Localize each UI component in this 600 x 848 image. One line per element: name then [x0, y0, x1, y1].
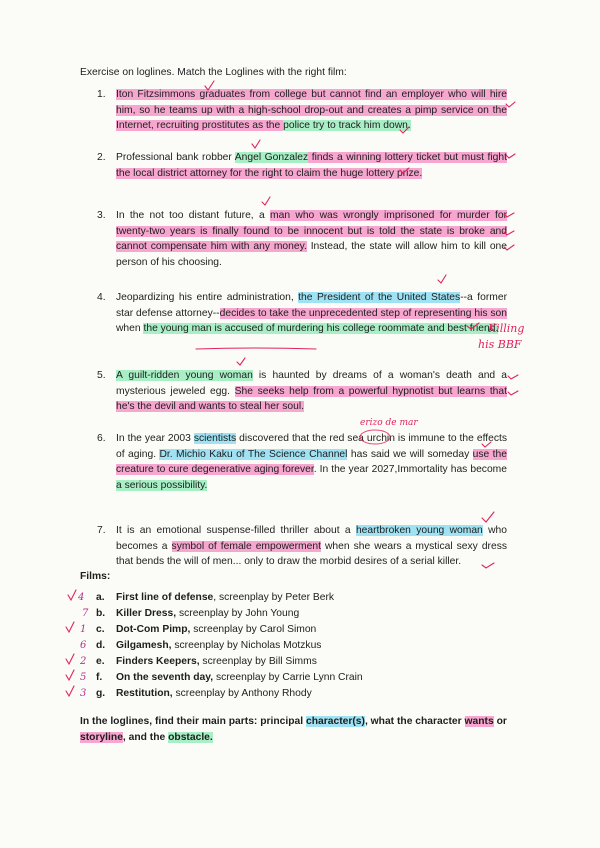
highlighted-phrase: She seeks help from a powerful hypnotist but learns that he's the devil and wants to steal her soul. [116, 385, 507, 413]
check-mark-icon [252, 140, 260, 148]
logline-number: 3. [97, 210, 106, 221]
highlighted-phrase: Dr. Michio Kaku of The Science Channel [159, 448, 348, 460]
text-segment: --a former star defense attorney-- [116, 292, 507, 319]
film-title: First line of defense [116, 592, 214, 603]
film-title: Killer Dress, [116, 608, 177, 619]
highlighted-phrase: scientists [193, 433, 237, 444]
check-mark-icon [504, 213, 514, 217]
highlighted-phrase: obstacle. [168, 731, 213, 743]
film-title: Dot-Com Pimp, [116, 624, 191, 635]
film-title: Restitution, [116, 688, 173, 699]
handwritten-answer: 3 [80, 688, 87, 699]
handwritten-answer: 1 [80, 624, 87, 635]
highlighted-phrase: man who was wrongly imprisoned for murder [270, 210, 490, 221]
text-segment: In the loglines, find their main parts: principal [80, 716, 306, 727]
film-letter: b. [96, 608, 106, 619]
check-mark-icon [482, 442, 491, 447]
handwritten-answer: 4 [78, 592, 85, 603]
check-mark-icon [66, 622, 74, 632]
film-title: Finders Keepers, [116, 656, 200, 667]
text-segment: Instead, the state will allow him to kill one person of his choosing. [116, 241, 507, 268]
exercise-instructions: Exercise on loglines. Match the Loglines with the right film: [80, 67, 347, 78]
check-mark-icon [66, 686, 74, 696]
highlighted-phrase: for twenty-two years is finally found to be innocent but is told the state is broke and cannot compensate him with any money. [116, 210, 507, 253]
highlighted-phrase: A guilt-ridden young woman [116, 370, 253, 381]
film-letter: g. [96, 688, 106, 699]
text-segment: discovered that the red sea urchin is immune to the effects of aging. [116, 433, 507, 460]
logline-number: 5. [97, 370, 106, 381]
text-segment: It is an emotional suspense-filled thriller about a [116, 525, 356, 536]
highlighted-phrase: the President of the United States [298, 292, 461, 303]
highlighted-phrase: graduates from college but cannot find an employer who will hire him, so he teams up with a high-school drop-out and creates a pimp service on the Internet, recruiting prostitutes as the [116, 89, 507, 132]
film-credit: screenplay by Bill Simms [199, 656, 317, 667]
film-credit: screenplay by Carol Simon [190, 624, 317, 635]
film-letter: e. [96, 656, 105, 667]
handwritten-answer: 2 [80, 656, 87, 667]
check-mark-icon [482, 563, 494, 568]
film-letter: f. [96, 672, 103, 683]
check-mark-icon [438, 275, 446, 283]
handwritten-answer: 7 [82, 608, 89, 619]
highlighted-phrase: a serious possibility. [116, 479, 208, 491]
underline-mark [196, 348, 316, 349]
handwritten-note: Killing [488, 322, 525, 335]
check-mark-icon [400, 127, 409, 133]
film-credit: screenplay by Carrie Lynn Crain [213, 672, 363, 683]
highlighted-phrase: finds a winning lottery ticket but must fight the local district attorney for the right to claim the huge lottery prize. [116, 152, 507, 179]
highlighted-phrase: the young man is accused of murdering his college roommate and best friend. [143, 323, 499, 335]
check-mark-icon [506, 154, 515, 158]
text-segment: or [493, 716, 507, 727]
highlighted-phrase: storyline [80, 731, 123, 743]
film-letter: d. [96, 640, 106, 651]
film-credit: screenplay by John Young [176, 608, 300, 619]
check-mark-icon [66, 654, 74, 664]
check-mark-icon [400, 168, 409, 173]
film-credit: screenplay by Nicholas Motzkus [171, 640, 322, 651]
text-segment: . In the year 2027,Immortality has become [313, 464, 507, 476]
text-segment: who becomes a [116, 525, 507, 552]
text-segment: Professional bank robber [116, 152, 235, 163]
highlighted-phrase: symbol of female empowerment [171, 540, 321, 552]
highlighted-phrase: Iton Fitzsimmons [116, 89, 196, 100]
text-segment: has said we will someday [347, 448, 473, 460]
check-mark-icon [68, 590, 76, 600]
check-mark-icon [467, 323, 479, 329]
check-mark-icon [205, 81, 214, 90]
text-segment: when [116, 323, 144, 335]
highlighted-phrase: use the creature to cure degenerative aging forever [116, 448, 507, 476]
handwritten-note: erizo de mar [360, 418, 418, 428]
check-mark-icon [482, 512, 494, 522]
text-segment: when she wears a mystical sexy dress that bends the will of men... only to draw the morbid desires of a serial killer. [116, 540, 508, 568]
logline-number: 4. [97, 292, 106, 303]
text-segment: Jeopardizing his entire administration, [116, 292, 299, 303]
film-letter: c. [96, 624, 105, 635]
circle-mark [360, 430, 390, 444]
highlighted-phrase: wants [464, 716, 494, 727]
check-mark-icon [504, 245, 514, 250]
text-segment: , what the character [364, 716, 465, 727]
highlighted-phrase: decides to take the unprecedented step of representing his son [219, 307, 507, 319]
films-heading: Films: [80, 571, 111, 582]
handwritten-answer: 6 [80, 640, 87, 651]
highlighted-phrase: Angel Gonzalez [234, 152, 309, 163]
handwritten-answer: 5 [80, 672, 87, 683]
check-mark-icon [508, 375, 518, 379]
film-credit: , screenplay by Peter Berk [213, 592, 335, 603]
check-mark-icon [504, 231, 514, 235]
check-mark-icon [508, 391, 518, 395]
film-title: Gilgamesh, [116, 640, 172, 651]
handwritten-note: his BBF [478, 338, 522, 351]
highlighted-phrase: heartbroken young woman [355, 525, 483, 536]
text-segment: is haunted by dreams of a woman's death and a mysterious jeweled egg. [116, 370, 507, 397]
check-mark-icon [66, 670, 74, 680]
highlighted-phrase: police try to track him down. [283, 120, 411, 132]
film-letter: a. [96, 592, 105, 603]
text-segment: , and the [122, 731, 169, 743]
highlighted-phrase: character(s) [305, 716, 365, 727]
film-title: On the seventh day, [116, 672, 214, 683]
film-credit: screenplay by Anthony Rhody [172, 688, 312, 699]
check-mark-icon [506, 102, 515, 107]
check-mark-icon [237, 358, 245, 365]
logline-number: 2. [97, 152, 106, 163]
text-segment: In the year 2003 [116, 433, 194, 444]
logline-number: 6. [97, 433, 106, 444]
text-segment: In the not too distant future, a [116, 210, 271, 221]
logline-number: 7. [97, 525, 106, 536]
check-mark-icon [262, 197, 270, 205]
logline-number: 1. [97, 89, 106, 100]
